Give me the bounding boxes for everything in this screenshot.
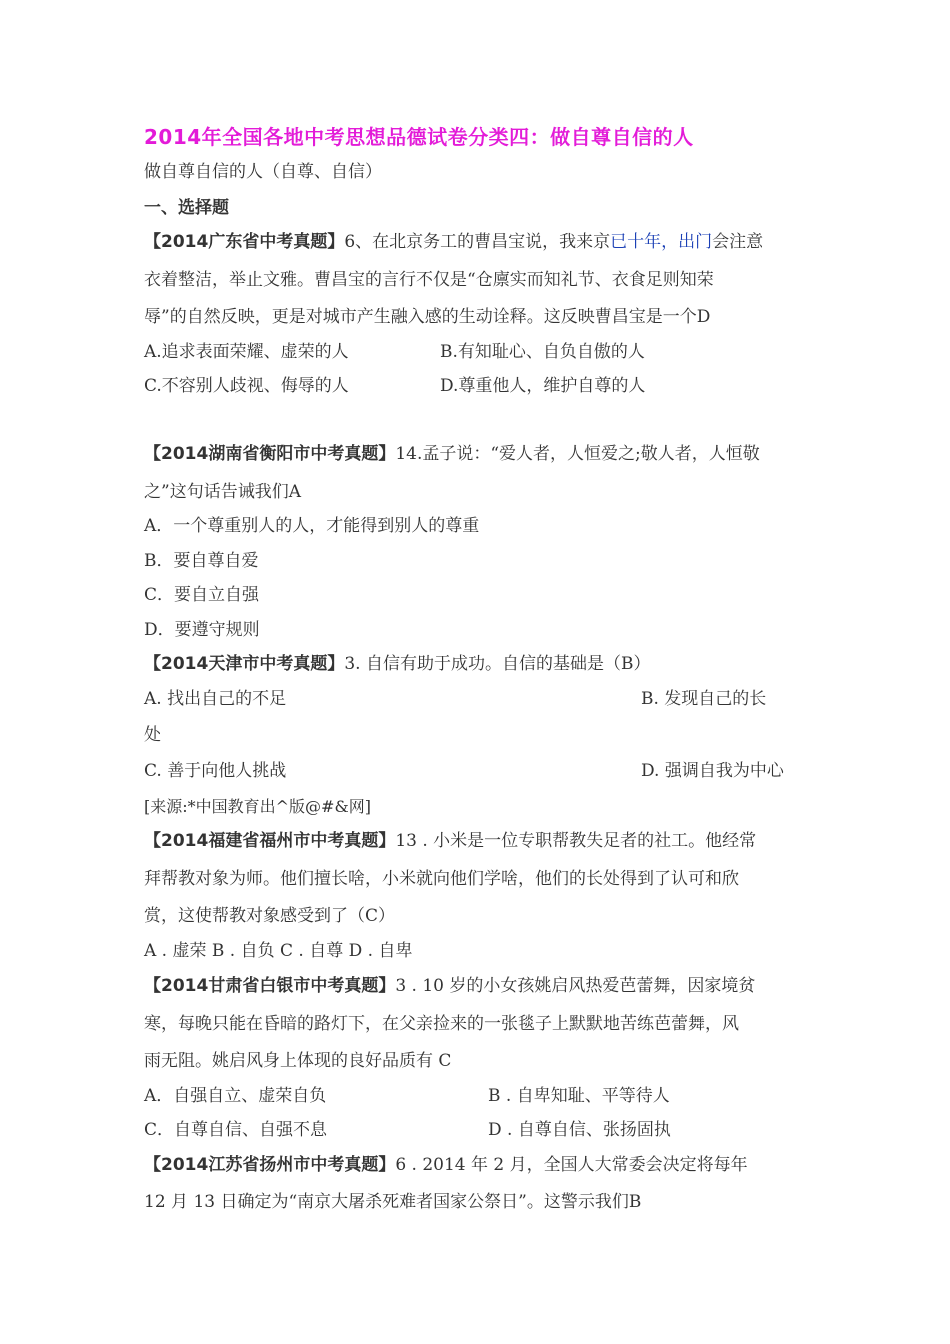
question-5-option-a: A．自强自立、虚荣自负 xyxy=(144,1086,327,1106)
question-5-option-c: C．自尊自信、自强不息 xyxy=(144,1120,328,1140)
question-4-options: A . 虚荣 B . 自负 C . 自尊 D . 自卑 xyxy=(144,941,413,961)
question-1-line-1 xyxy=(144,230,763,254)
question-3-source-tag: 【2014天津市中考真题】 xyxy=(144,654,345,674)
question-3-text: 3. 自信有助于成功。自信的基础是（B） xyxy=(344,654,651,674)
question-5-line-3: 雨无阻。姚启风身上体现的良好品质有 C xyxy=(144,1051,452,1071)
question-3-option-d: D. 强调自我为中心 xyxy=(641,761,784,781)
question-2-option-c: C．要自立自强 xyxy=(144,585,260,605)
question-1-line-2: 衣着整洁，举止文雅。曹昌宝的言行不仅是“仓廪实而知礼节、衣食足则知荣 xyxy=(144,270,714,290)
question-4-text: 13 . 小米是一位专职帮教失足者的社工。他经常 xyxy=(395,831,757,851)
question-6-line-1 xyxy=(144,1153,748,1177)
question-1-link-text[interactable]: 已十年，出门 xyxy=(610,232,713,252)
question-3-line-1 xyxy=(144,652,650,676)
source-note: [来源:*中国教育出^版@#&网] xyxy=(144,797,371,816)
page-title: 2014年全国各地中考思想品德试卷分类四：做自尊自信的人 xyxy=(144,125,694,149)
question-3-option-b-wrap: 处 xyxy=(144,725,161,745)
question-3-option-c: C. 善于向他人挑战 xyxy=(144,761,287,781)
question-1-text-a: 6、在北京务工的曹昌宝说，我来京 xyxy=(344,232,611,252)
question-2-source-tag: 【2014湖南省衡阳市中考真题】 xyxy=(144,444,396,464)
question-5-line-2: 寒，每晚只能在昏暗的路灯下，在父亲捡来的一张毯子上默默地苦练芭蕾舞，风 xyxy=(144,1014,739,1034)
question-6-line-2: 12 月 13 日确定为“南京大屠杀死难者国家公祭日”。这警示我们B xyxy=(144,1192,642,1212)
question-2-line-2: 之”这句话告诫我们A xyxy=(144,482,301,502)
question-3-option-a: A. 找出自己的不足 xyxy=(144,689,287,709)
question-5-line-1 xyxy=(144,974,755,998)
question-1-option-a: A.追求表面荣耀、虚荣的人 xyxy=(144,342,349,362)
question-2-option-a: A．一个尊重别人的人，才能得到别人的尊重 xyxy=(144,516,480,536)
question-6-text: 6 . 2014 年 2 月，全国人大常委会决定将每年 xyxy=(395,1155,748,1175)
question-4-source-tag: 【2014福建省福州市中考真题】 xyxy=(144,831,396,851)
question-3-option-b: B. 发现自己的长 xyxy=(641,689,767,709)
question-5-text: 3 . 10 岁的小女孩姚启风热爱芭蕾舞，因家境贫 xyxy=(395,976,756,996)
question-2-text: 14.孟子说：“爱人者，人恒爱之;敬人者，人恒敬 xyxy=(395,444,760,464)
question-1-line-3: 辱”的自然反映，更是对城市产生融入感的生动诠释。这反映曹昌宝是一个D xyxy=(144,307,711,327)
section-heading: 一、选择题 xyxy=(144,198,229,218)
question-4-line-3: 赏，这使帮教对象感受到了（C） xyxy=(144,906,396,926)
question-4-line-2: 拜帮教对象为师。他们擅长啥，小米就向他们学啥，他们的长处得到了认可和欣 xyxy=(144,869,739,889)
question-6-source-tag: 【2014江苏省扬州市中考真题】 xyxy=(144,1155,396,1175)
question-1-option-d: D.尊重他人，维护自尊的人 xyxy=(440,376,646,396)
question-1-source-tag: 【2014广东省中考真题】 xyxy=(144,232,345,252)
subtitle: 做自尊自信的人（自尊、自信） xyxy=(144,162,382,182)
question-5-source-tag: 【2014甘肃省白银市中考真题】 xyxy=(144,976,396,996)
question-1-option-c: C.不容别人歧视、侮辱的人 xyxy=(144,376,349,396)
question-5-option-d: D . 自尊自信、张扬固执 xyxy=(488,1120,671,1140)
question-2-option-d: D．要遵守规则 xyxy=(144,620,260,640)
question-1-option-b: B.有知耻心、自负自傲的人 xyxy=(440,342,645,362)
question-2-option-b: B．要自尊自爱 xyxy=(144,551,259,571)
question-2-line-1 xyxy=(144,442,760,466)
question-1-text-b: 会注意 xyxy=(712,232,764,252)
question-4-line-1 xyxy=(144,829,756,853)
question-5-option-b: B . 自卑知耻、平等待人 xyxy=(488,1086,670,1106)
